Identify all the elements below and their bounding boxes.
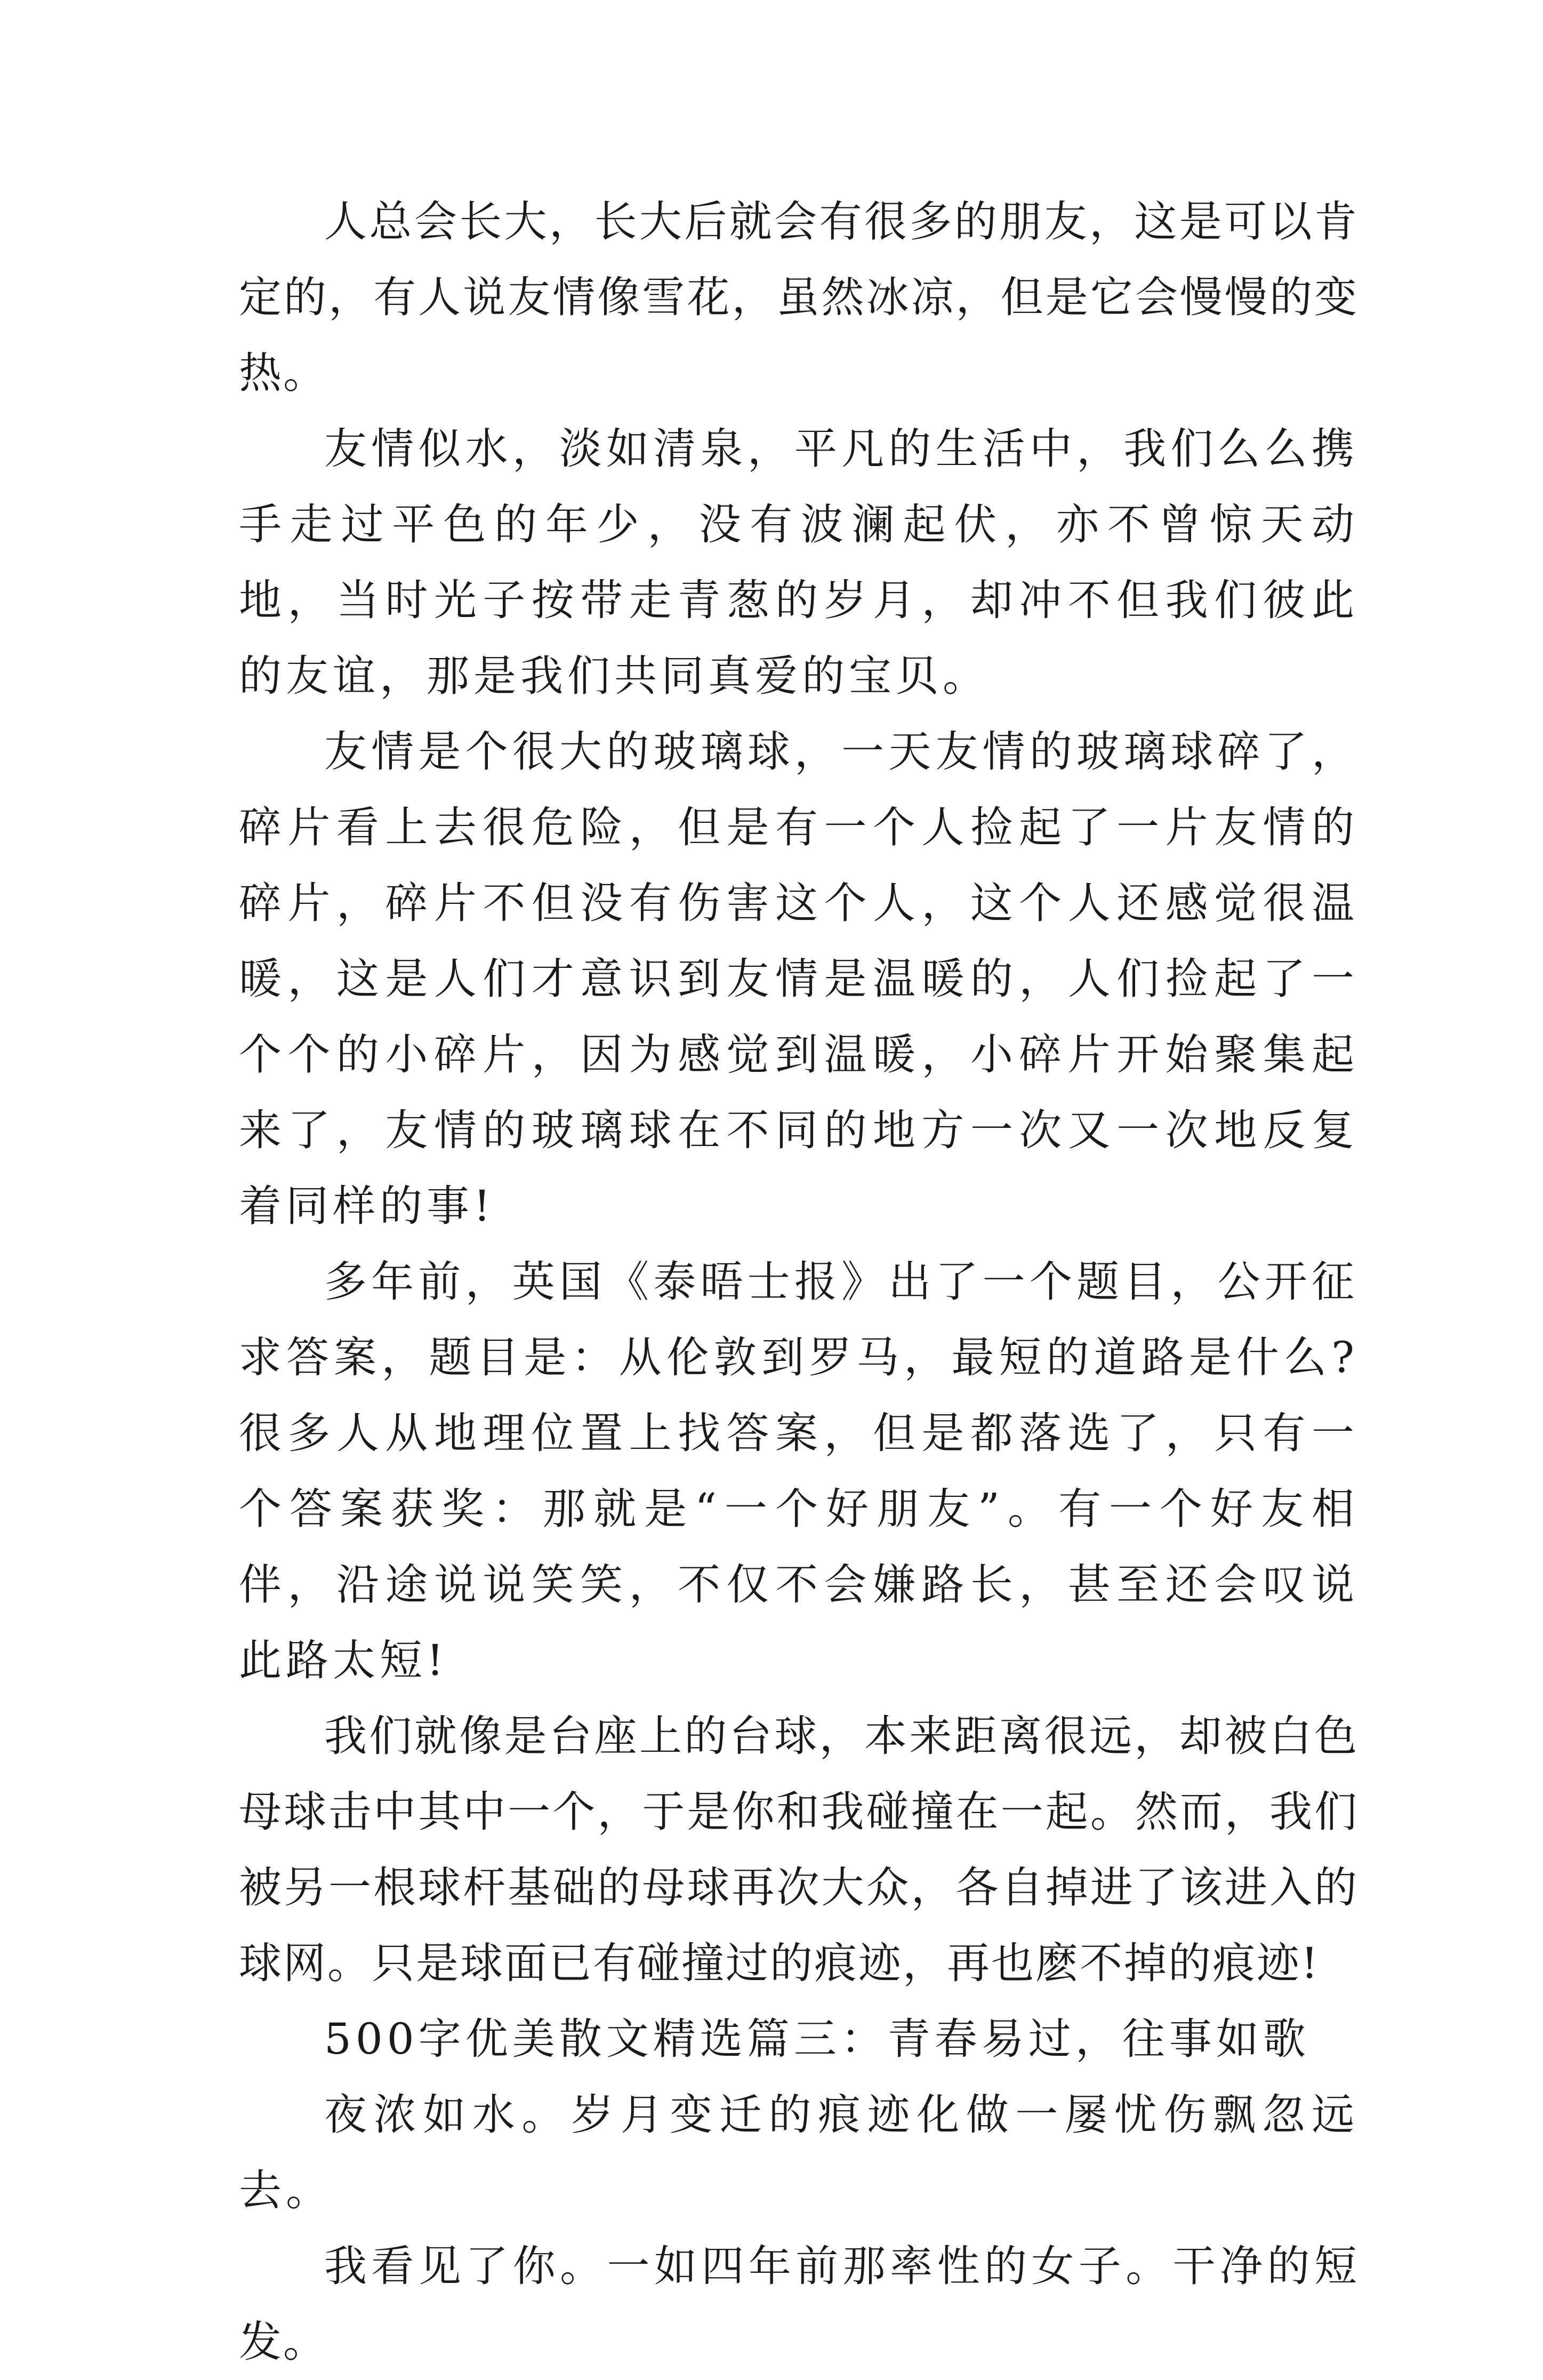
paragraph-4: 多年前，英国《泰晤士报》出了一个题目，公开征求答案，题目是：从伦敦到罗马，最短的道路是什么?很多人从地理位置上找答案，但是都落选了，只有一个答案获奖：那就是“一个好朋友”。有一个好友相伴，沿途说说笑笑，不仅不会嫌路长，甚至还会叹说此路太短! (239, 1257, 1359, 1685)
paragraph-5: 我们就像是台座上的台球，本来距离很远，却被白色母球击中其中一个，于是你和我碰撞在一起。然而，我们被另一根球杆基础的母球再次大众，各自掉进了该进入的球网。只是球面已有碰撞过的痕迹，再也麽不掉的痕迹! (239, 1711, 1359, 1988)
paragraph-7: 我看见了你。一如四年前那率性的女子。干净的短发。 (239, 2241, 1359, 2367)
paragraph-3: 友情是个很大的玻璃球，一天友情的玻璃球碎了，碎片看上去很危险，但是有一个人捡起了一片友情的碎片，碎片不但没有伤害这个人，这个人还感觉很温暖，这是人们才意识到友情是温暖的，人们捡起了一个个的小碎片，因为感觉到温暖，小碎片开始聚集起来了，友情的玻璃球在不同的地方一次又一次地反复着同样的事! (239, 727, 1359, 1231)
paragraph-6: 夜浓如水。岁月变迁的痕迹化做一屡忧伤飘忽远去。 (239, 2090, 1359, 2215)
paragraph-1: 人总会长大，长大后就会有很多的朋友，这是可以肯定的，有人说友情像雪花，虽然冰凉，但是它会慢慢的变热。 (239, 197, 1359, 398)
section-heading: 500字优美散文精选篇三：青春易过，往事如歌 (324, 2014, 1310, 2064)
paragraph-2: 友情似水，淡如清泉，平凡的生活中，我们么么携手走过平色的年少，没有波澜起伏，亦不曾惊天动地，当时光子按带走青葱的岁月，却冲不但我们彼此的友谊，那是我们共同真爱的宝贝。 (239, 424, 1359, 701)
document-body (239, 184, 1359, 2380)
